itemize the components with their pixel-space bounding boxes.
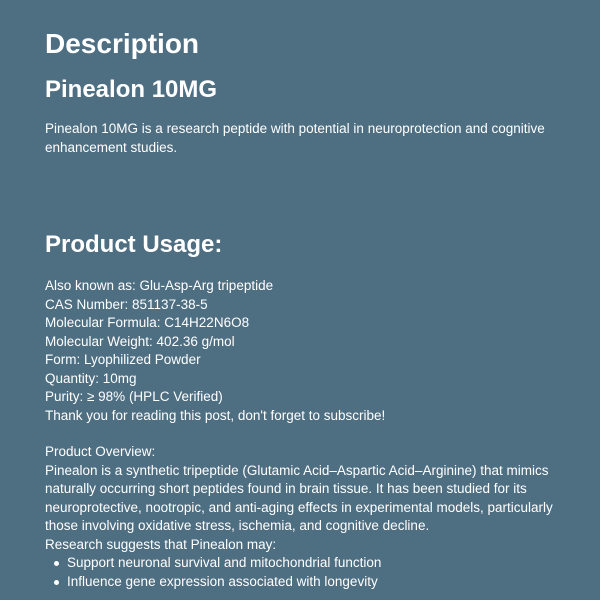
overview-paragraph: Pinealon is a synthetic tripeptide (Glutamic Acid–Aspartic Acid–Arginine) that mimics naturally occurring short peptides found in brain tissue. It has been studied for its neuroprotective, nootropic, and anti-aging effects in experimental models, particularly those involving oxidative stress, ischemia, and cognitive decline. [45, 462, 553, 533]
spec-line-weight: Molecular Weight: 402.36 g/mol [45, 333, 235, 349]
section-title-description: Description [45, 28, 200, 59]
spec-line-aka: Also known as: Glu-Asp-Arg tripeptide [45, 278, 274, 293]
spec-line-quantity: Quantity: 10mg [45, 370, 137, 386]
spec-line-cas: CAS Number: 851137-38-5 [45, 296, 208, 312]
list-item-text: Influence gene expression associated with longevity [67, 573, 378, 589]
bullet-dot-icon [54, 580, 59, 585]
list-item [67, 554, 570, 573]
research-intro: Research suggests that Pinealon may: [45, 536, 277, 552]
product-overview [45, 443, 570, 591]
product-name: Pinealon 10MG [45, 76, 218, 103]
subscribe-note: Thank you for reading this post, don't forget to subscribe! [45, 407, 386, 423]
spec-line-form: Form: Lyophilized Powder [45, 352, 201, 367]
section-title-product-usage: Product Usage: [45, 231, 223, 258]
spec-line-purity: Purity: ≥ 98% (HPLC Verified) [45, 389, 223, 404]
list-item-text: Support neuronal survival and mitochondrial function [67, 555, 382, 570]
product-lead-text: Pinealon 10MG is a research peptide with potential in neuroprotection and cognitive enhancement studies. [45, 121, 545, 155]
overview-label: Product Overview: [45, 444, 156, 459]
research-bullet-list [45, 554, 570, 591]
list-item [67, 573, 570, 592]
bullet-dot-icon [54, 561, 59, 566]
product-specs-list [45, 277, 570, 425]
spec-line-formula: Molecular Formula: C14H22N6O8 [45, 315, 250, 330]
